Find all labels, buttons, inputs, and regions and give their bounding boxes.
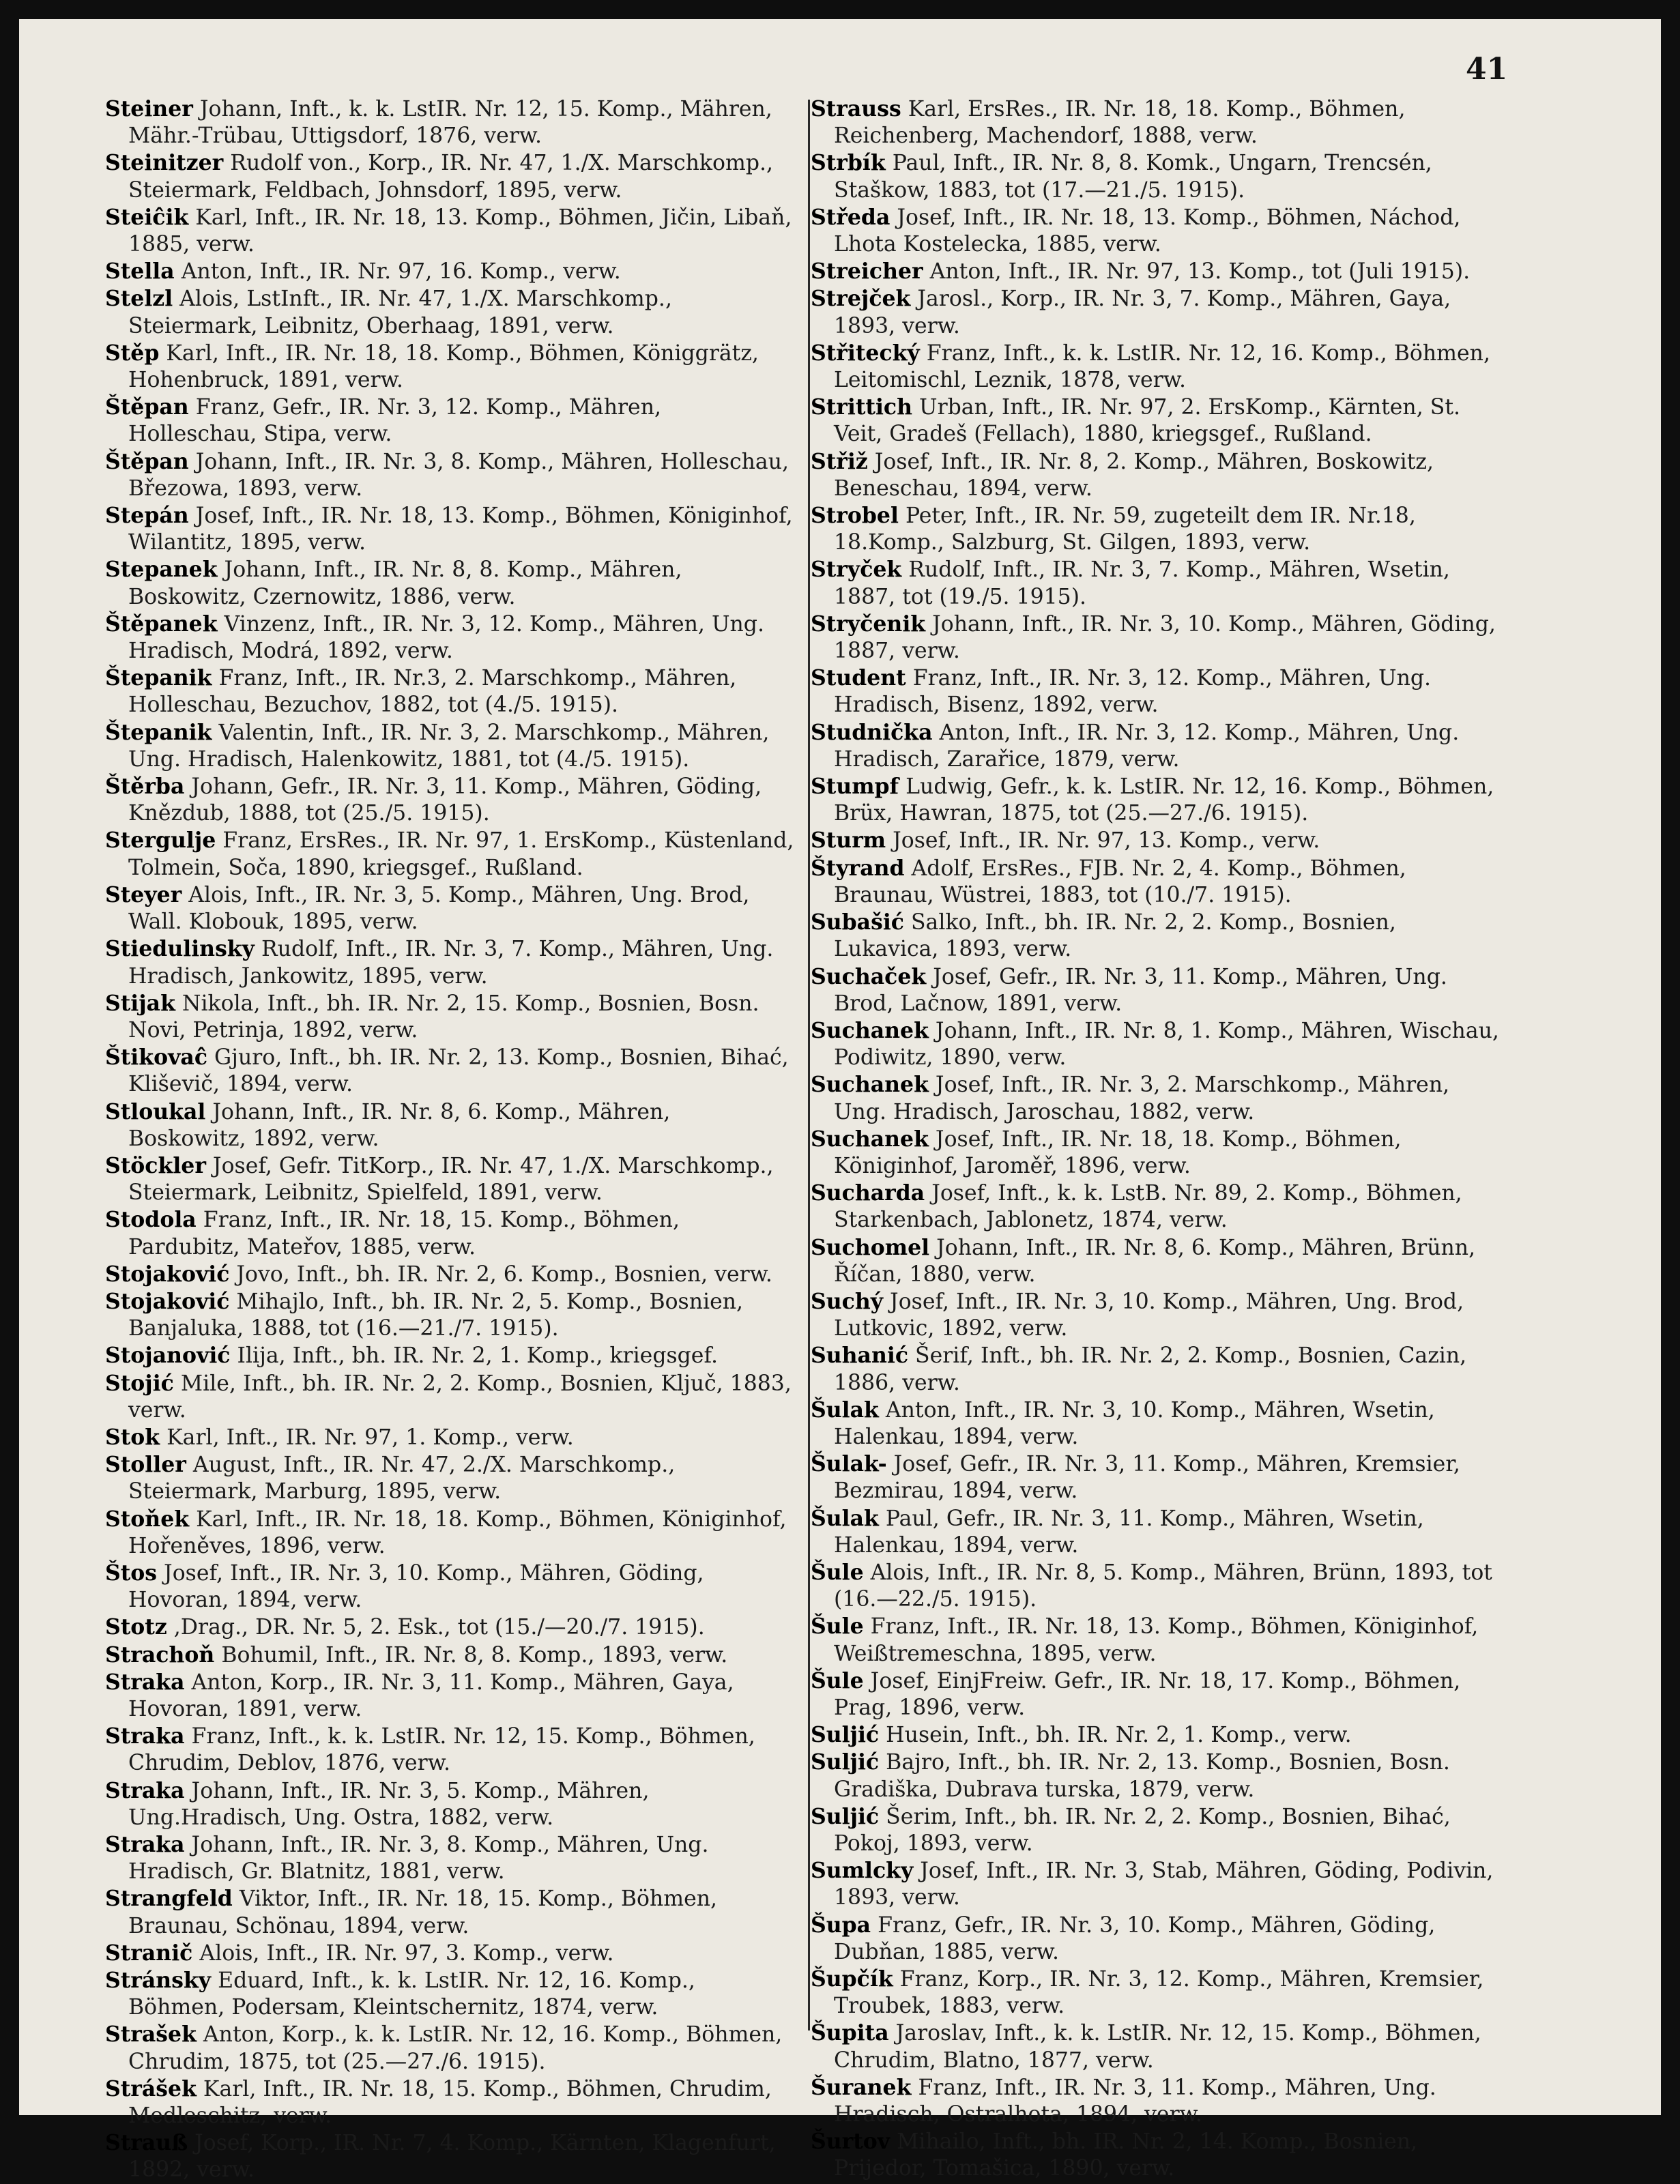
casualty-entry (105, 827, 794, 881)
casualty-entry (105, 96, 794, 149)
casualty-entry (105, 1885, 794, 1939)
entry-details: Anton, Inft., IR. Nr. 97, 13. Komp., tot (Juli 1915). (923, 259, 1471, 285)
casualty-entry (811, 611, 1500, 665)
entry-details: Ludwig, Gefr., k. k. LstIR. Nr. 12, 16. Komp., Böhmen, Brüx, Hawran, 1875, tot (25.—27./6. 1915). (834, 774, 1494, 826)
casualty-entry (811, 1451, 1500, 1504)
casualty-entry (811, 1966, 1500, 2020)
entry-details: Bohumil, Inft., IR. Nr. 8, 8. Komp., 1893, verw. (214, 1642, 728, 1668)
entry-surname: Strittich (811, 394, 913, 420)
entry-surname: Student (811, 665, 906, 691)
casualty-entry (105, 1560, 794, 1614)
entry-details: Karl, Inft., IR. Nr. 18, 18. Komp., Böhmen, Königgrätz, Hohenbruck, 1891, verw. (128, 340, 759, 393)
entry-details: Alois, Inft., IR. Nr. 8, 5. Komp., Mähren, Brünn, 1893, tot (16.—22./5. 1915). (834, 1560, 1492, 1612)
entry-details: Josef, Inft., IR. Nr. 3, 2. Marschkomp., Mähren, Ung. Hradisch, Jaroschau, 1882, verw. (834, 1073, 1450, 1124)
entry-surname: Šulak- (811, 1451, 887, 1477)
entry-details: Valentin, Inft., IR. Nr. 3, 2. Marschkomp., Mähren, Ung. Hradisch, Halenkowitz, 1881, tot (4./5. 1915). (128, 720, 770, 772)
casualty-entry (105, 285, 794, 339)
entry-details: Johann, Inft., k. k. LstIR. Nr. 12, 15. Komp., Mähren, Mähr.-Trübau, Uttigsdorf, 1876, verw. (128, 97, 772, 149)
entry-surname: Subašić (811, 909, 904, 935)
entry-details: Rudolf von., Korp., IR. Nr. 47, 1./X. Marschkomp., Steiermark, Feldbach, Johnsdorf, 1895, verw. (128, 151, 774, 203)
entry-details: Josef, Inft., IR. Nr. 97, 13. Komp., verw. (886, 828, 1320, 854)
entry-details: Alois, LstInft., IR. Nr. 47, 1./X. Marschkomp., Steiermark, Leibnitz, Oberhaag, 1891, verw. (128, 287, 672, 338)
casualty-entry (811, 1803, 1500, 1857)
entry-details: Jarosl., Korp., IR. Nr. 3, 7. Komp., Mähren, Gaya, 1893, verw. (834, 287, 1451, 338)
entry-surname: Strbík (811, 150, 886, 176)
casualty-entry (105, 258, 794, 285)
entry-surname: Štepanik (105, 719, 212, 745)
casualty-entry (105, 204, 794, 258)
entry-surname: Stoňek (105, 1506, 190, 1532)
casualty-entry (811, 285, 1500, 339)
entry-surname: Steinitzer (105, 150, 224, 176)
entry-details: Josef, Inft., IR. Nr. 18, 13. Komp., Böhmen, Náchod, Lhota Kostelecka, 1885, verw. (834, 205, 1461, 257)
entry-surname: Stránsky (105, 1968, 212, 1994)
casualty-entry (105, 882, 794, 935)
entry-surname: Straka (105, 1669, 185, 1695)
entry-details: Jovo, Inft., bh. IR. Nr. 2, 6. Komp., Bosnien, verw. (229, 1262, 772, 1287)
casualty-entry (811, 1559, 1500, 1613)
entry-surname: Střitecký (811, 340, 920, 366)
casualty-entry (811, 909, 1500, 963)
entry-surname: Štepanik (105, 665, 212, 691)
casualty-entry (811, 1721, 1500, 1749)
entry-surname: Strašek (105, 2022, 197, 2048)
entry-details: Karl, Inft., IR. Nr. 97, 1. Komp., verw. (160, 1425, 574, 1450)
casualty-entry (811, 2074, 1500, 2128)
casualty-entry (811, 773, 1500, 827)
casualty-entry (105, 1206, 794, 1260)
entry-details: Šerif, Inft., bh. IR. Nr. 2, 2. Komp., Bosnien, Cazin, 1886, verw. (834, 1343, 1467, 1395)
entry-details: Eduard, Inft., k. k. LstIR. Nr. 12, 16. Komp., Böhmen, Podersam, Kleintschernitz, 1874, verw. (128, 1968, 695, 2020)
entry-details: Paul, Gefr., IR. Nr. 3, 11. Komp., Mähren, Wsetin, Halenkau, 1894, verw. (834, 1506, 1424, 1558)
entry-surname: Strášek (105, 2076, 197, 2101)
entry-details: ,Drag., DR. Nr. 5, 2. Esk., tot (15./—20./7. 1915). (166, 1615, 705, 1640)
casualty-entry (105, 1642, 794, 1669)
entry-details: Josef, EinjFreiw. Gefr., IR. Nr. 18, 17. Komp., Böhmen, Prag, 1896, verw. (834, 1668, 1461, 1720)
entry-details: Josef, Inft., IR. Nr. 3, Stab, Mähren, Göding, Podivin, 1893, verw. (834, 1859, 1494, 1910)
casualty-entry (811, 258, 1500, 285)
entry-details: Josef, Inft., IR. Nr. 8, 2. Komp., Mähren, Boskowitz, Beneschau, 1894, verw. (834, 449, 1434, 501)
entry-surname: Stryček (811, 557, 902, 583)
entry-surname: Středa (811, 204, 890, 230)
entry-details: Anton, Inft., IR. Nr. 3, 10. Komp., Mähren, Wsetin, Halenkau, 1894, verw. (834, 1397, 1435, 1449)
casualty-entry (811, 448, 1500, 502)
entry-details: Johann, Inft., IR. Nr. 3, 8. Komp., Mähren, Ung. Hradisch, Gr. Blatnitz, 1881, verw. (128, 1833, 709, 1884)
casualty-entry (105, 1152, 794, 1206)
entry-details: Franz, Inft., IR. Nr. 18, 13. Komp., Böhmen, Königinhof, Weißtremeschna, 1895, verw. (834, 1614, 1479, 1666)
entry-details: Josef, Inft., k. k. LstB. Nr. 89, 2. Komp., Böhmen, Starkenbach, Jablonetz, 1874, verw. (834, 1181, 1462, 1233)
casualty-entry (105, 773, 794, 827)
entry-details: Franz, Inft., IR. Nr. 3, 12. Komp., Mähren, Ung. Hradisch, Bisenz, 1892, verw. (834, 666, 1432, 718)
entry-details: Šerim, Inft., bh. IR. Nr. 2, 2. Komp., Bosnien, Bihać, Pokoj, 1893, verw. (834, 1804, 1451, 1856)
entry-surname: Stěp (105, 340, 160, 366)
casualty-entry (811, 1342, 1500, 1396)
entry-details: Alois, Inft., IR. Nr. 97, 3. Komp., verw. (192, 1940, 614, 1966)
casualty-entry (105, 556, 794, 610)
casualty-entry (811, 1397, 1500, 1451)
entry-details: Karl, Inft., IR. Nr. 18, 18. Komp., Böhmen, Königinhof, Hořeněves, 1896, verw. (128, 1506, 787, 1558)
casualty-entry (105, 719, 794, 773)
entry-details: Anton, Korp., k. k. LstIR. Nr. 12, 16. Komp., Böhmen, Chrudim, 1875, tot (25.—27./6. 1915). (128, 2022, 783, 2074)
entry-details: Franz, Gefr., IR. Nr. 3, 10. Komp., Mähren, Göding, Dubňan, 1885, verw. (834, 1912, 1436, 1964)
entry-details: Nikola, Inft., bh. IR. Nr. 2, 15. Komp., Bosnien, Bosn. Novi, Petrinja, 1892, verw. (128, 991, 759, 1043)
entry-details: Franz, Inft., IR. Nr. 3, 11. Komp., Mähren, Ung. Hradisch, Ostralhota, 1894, verw. (834, 2075, 1436, 2127)
entry-surname: Suljić (811, 1803, 880, 1829)
casualty-entry (105, 990, 794, 1044)
entry-surname: Suhanić (811, 1343, 909, 1369)
entry-surname: Štos (105, 1560, 158, 1586)
casualty-entry (811, 1017, 1500, 1071)
entry-details: Josef, Inft., IR. Nr. 18, 13. Komp., Böhmen, Königinhof, Wilantitz, 1895, verw. (128, 504, 793, 555)
casualty-entry (811, 719, 1500, 773)
casualty-entry (811, 502, 1500, 556)
entry-surname: Streicher (811, 259, 923, 285)
entry-surname: Stelzl (105, 286, 173, 312)
entry-details: Franz, ErsRes., IR. Nr. 97, 1. ErsKomp., Küstenland, Tolmein, Soča, 1890, kriegsgef., Rußland. (128, 828, 794, 880)
entry-surname: Suchaček (811, 963, 927, 989)
entry-surname: Štikovaĉ (105, 1045, 207, 1071)
entry-details: Franz, Inft., k. k. LstIR. Nr. 12, 15. Komp., Böhmen, Chrudim, Deblov, 1876, verw. (128, 1724, 755, 1776)
document-page (19, 19, 1661, 2183)
entry-surname: Šule (811, 1668, 864, 1693)
entry-surname: Studnička (811, 719, 933, 745)
entry-surname: Straka (105, 1832, 185, 1857)
casualty-entry (105, 665, 794, 718)
entry-surname: Strejček (811, 286, 911, 312)
entry-details: Jaroslav, Inft., k. k. LstIR. Nr. 12, 15. Komp., Böhmen, Chrudim, Blatno, 1877, verw. (834, 2021, 1481, 2073)
entry-surname: Sturm (811, 828, 886, 854)
entry-details: Josef, Inft., IR. Nr. 3, 10. Komp., Mähren, Ung. Brod, Lutkovic, 1892, verw. (834, 1289, 1464, 1341)
entry-surname: Stojanović (105, 1343, 231, 1369)
casualty-entry (105, 1831, 794, 1885)
entry-surname: Šupita (811, 2020, 889, 2046)
casualty-entry (105, 448, 794, 502)
entry-details: Ilija, Inft., bh. IR. Nr. 2, 1. Komp., kriegsgef. (230, 1343, 719, 1369)
entry-details: Johann, Inft., IR. Nr. 8, 6. Komp., Mähren, Boskowitz, 1892, verw. (128, 1099, 671, 1151)
entry-surname: Štěpan (105, 394, 189, 420)
entry-details: Anton, Inft., IR. Nr. 3, 12. Komp., Mähren, Ung. Hradisch, Zarařice, 1879, verw. (834, 720, 1460, 772)
casualty-entry (105, 1669, 794, 1723)
casualty-entry (105, 1288, 794, 1342)
entry-surname: Šurtov (811, 2129, 890, 2155)
casualty-entry (811, 556, 1500, 610)
entry-surname: Suchanek (811, 1072, 929, 1098)
entry-details: Karl, Inft., IR. Nr. 18, 13. Komp., Böhmen, Jičin, Libaň, 1885, verw. (128, 205, 792, 257)
entry-surname: Stumpf (811, 774, 899, 800)
entry-surname: Suljić (811, 1749, 880, 1775)
entry-details: Gjuro, Inft., bh. IR. Nr. 2, 13. Komp., Bosnien, Bihać, Kliševič, 1894, verw. (128, 1045, 789, 1097)
casualty-entry (811, 1288, 1500, 1342)
casualty-entry (105, 1614, 794, 1641)
entry-surname: Šupčík (811, 1966, 893, 1992)
casualty-entry (105, 1370, 794, 1424)
entry-details: Johann, Inft., IR. Nr. 8, 6. Komp., Mähren, Brünn, Říčan, 1880, verw. (834, 1235, 1476, 1287)
casualty-entry (811, 394, 1500, 448)
entry-details: Mile, Inft., bh. IR. Nr. 2, 2. Komp., Bosnien, Ključ, 1883, verw. (128, 1371, 792, 1423)
casualty-entry (105, 1940, 794, 1967)
casualty-entry (811, 827, 1500, 854)
entry-surname: Steiĉik (105, 204, 189, 230)
casualty-entry (105, 2076, 794, 2129)
entry-surname: Štěrba (105, 774, 185, 800)
entry-surname: Strauss (811, 96, 901, 121)
casualty-entry (105, 340, 794, 394)
entry-surname: Stloukal (105, 1098, 206, 1124)
casualty-entry (811, 665, 1500, 718)
entry-details: Franz, Inft., IR. Nr. 18, 15. Komp., Böhmen, Pardubitz, Mateřov, 1885, verw. (128, 1208, 680, 1260)
entry-details: Rudolf, Inft., IR. Nr. 3, 7. Komp., Mähren, Wsetin, 1887, tot (19./5. 1915). (834, 557, 1450, 609)
entry-surname: Strobel (811, 503, 899, 529)
entry-surname: Šupa (811, 1912, 871, 1938)
entry-surname: Stotz (105, 1614, 167, 1640)
entry-surname: Stepán (105, 503, 189, 529)
entry-surname: Sucharda (811, 1180, 925, 1206)
casualty-entry (105, 1777, 794, 1831)
casualty-entry (811, 855, 1500, 909)
entry-surname: Suljić (811, 1722, 880, 1748)
entry-details: Peter, Inft., IR. Nr. 59, zugeteilt dem IR. Nr.18, 18.Komp., Salzburg, St. Gilgen, 1893, verw. (834, 504, 1416, 555)
entry-surname: Suchanek (811, 1017, 929, 1043)
entry-surname: Strauß (105, 2130, 188, 2156)
entry-surname: Stoller (105, 1452, 186, 1478)
casualty-entry (105, 935, 794, 989)
entry-details: Johann, Inft., IR. Nr. 3, 10. Komp., Mähren, Göding, 1887, verw. (834, 611, 1496, 664)
casualty-entry (105, 149, 794, 203)
casualty-entry (811, 2020, 1500, 2073)
entry-details: August, Inft., IR. Nr. 47, 2./X. Marschkomp., Steiermark, Marburg, 1895, verw. (128, 1453, 676, 1504)
entry-surname: Stok (105, 1424, 160, 1450)
entry-surname: Suchomel (811, 1234, 930, 1260)
entry-surname: Stranič (105, 1940, 193, 1966)
entry-surname: Stergulje (105, 828, 216, 854)
casualty-entry (105, 611, 794, 665)
entry-surname: Stijak (105, 990, 175, 1016)
casualty-entry (105, 1967, 794, 2021)
entry-surname: Straka (105, 1777, 185, 1803)
entry-details: Urban, Inft., IR. Nr. 97, 2. ErsKomp., Kärnten, St. Veit, Gradeš (Fellach), 1880, kriegsgef., Rußland. (834, 395, 1460, 447)
entry-surname: Stepanek (105, 557, 218, 583)
entry-details: Anton, Korp., IR. Nr. 3, 11. Komp., Mähren, Gaya, Hovoran, 1891, verw. (128, 1670, 734, 1721)
right-column (811, 96, 1500, 2183)
casualty-entry (105, 1261, 794, 1288)
casualty-entry (811, 1749, 1500, 1803)
entry-details: Paul, Inft., IR. Nr. 8, 8. Komk., Ungarn, Trencsén, Staškow, 1883, tot (17.—21./5. 1915). (834, 151, 1432, 203)
entry-details: Johann, Inft., IR. Nr. 3, 5. Komp., Mähren, Ung.Hradisch, Ung. Ostra, 1882, verw. (128, 1778, 650, 1830)
entry-details: Anton, Inft., IR. Nr. 97, 16. Komp., verw. (174, 259, 621, 285)
entry-details: Josef, Korp., IR. Nr. 7, 4. Komp., Kärnten, Klagenfurt, 1892, verw. (128, 2131, 776, 2183)
casualty-entry (811, 1071, 1500, 1125)
entry-surname: Strangfeld (105, 1886, 233, 1912)
entry-details: Adolf, ErsRes., FJB. Nr. 2, 4. Komp., Böhmen, Braunau, Wüstrei, 1883, tot (10./7. 1915). (834, 856, 1406, 907)
entry-surname: Suchanek (811, 1126, 929, 1152)
entry-surname: Straka (105, 1723, 185, 1749)
entry-surname: Stöckler (105, 1152, 206, 1178)
entry-details: Franz, Korp., IR. Nr. 3, 12. Komp., Mähren, Kremsier, Troubek, 1883, verw. (834, 1967, 1484, 2019)
casualty-entry (105, 1044, 794, 1098)
column-divider (808, 100, 810, 2030)
entry-surname: Steiner (105, 96, 193, 121)
entry-surname: Strachoň (105, 1642, 215, 1668)
left-column (105, 96, 794, 2184)
casualty-entry (811, 1505, 1500, 1559)
entry-surname: Štyrand (811, 855, 905, 881)
casualty-entry (105, 502, 794, 556)
entry-surname: Stojaković (105, 1261, 230, 1287)
entry-surname: Steyer (105, 882, 182, 907)
casualty-entry (105, 1098, 794, 1152)
casualty-entry (811, 96, 1500, 149)
casualty-entry (811, 149, 1500, 203)
entry-details: Viktor, Inft., IR. Nr. 18, 15. Komp., Böhmen, Braunau, Schönau, 1894, verw. (128, 1887, 718, 1938)
entry-details: Mihajlo, Inft., bh. IR. Nr. 2, 5. Komp., Bosnien, Banjaluka, 1888, tot (16.—21./7. 1915). (128, 1289, 744, 1341)
casualty-entry (105, 1723, 794, 1777)
entry-details: Bajro, Inft., bh. IR. Nr. 2, 13. Komp., Bosnien, Bosn. Gradiška, Dubrava turska, 1879, verw. (834, 1750, 1450, 1802)
casualty-entry (811, 340, 1500, 394)
entry-surname: Šulak (811, 1505, 879, 1531)
entry-details: Johann, Inft., IR. Nr. 8, 8. Komp., Mähren, Boskowitz, Czernowitz, 1886, verw. (128, 557, 682, 609)
casualty-entry (811, 1912, 1500, 1966)
entry-surname: Šuranek (811, 2074, 912, 2100)
casualty-entry (811, 963, 1500, 1017)
entry-surname: Suchý (811, 1288, 884, 1314)
entry-details: Mihailo, Inft., bh. IR. Nr. 2, 14. Komp., Bosnien, Prijedor, Tomašica, 1890, verw. (834, 2129, 1418, 2181)
casualty-entry (105, 1342, 794, 1369)
casualty-entry (811, 1613, 1500, 1667)
casualty-entry (105, 394, 794, 448)
casualty-entry (811, 204, 1500, 258)
casualty-entry (811, 1126, 1500, 1180)
entry-details: Josef, Gefr., IR. Nr. 3, 11. Komp., Mähren, Ung. Brod, Lačnow, 1891, verw. (834, 964, 1447, 1016)
casualty-entry (105, 1506, 794, 1560)
casualty-entry (811, 1180, 1500, 1234)
entry-details: Karl, ErsRes., IR. Nr. 18, 18. Komp., Böhmen, Reichenberg, Machendorf, 1888, verw. (834, 97, 1406, 149)
entry-surname: Stojaković (105, 1288, 230, 1314)
entry-details: Franz, Inft., IR. Nr.3, 2. Marschkomp., Mähren, Holleschau, Bezuchov, 1882, tot (4./5. 1915). (128, 666, 737, 718)
entry-details: Josef, Gefr., IR. Nr. 3, 11. Komp., Mähren, Kremsier, Bezmirau, 1894, verw. (834, 1452, 1460, 1504)
entry-details: Johann, Inft., IR. Nr. 3, 8. Komp., Mähren, Holleschau, Březowa, 1893, verw. (128, 449, 790, 501)
entry-details: Karl, Inft., IR. Nr. 18, 15. Komp., Böhmen, Chrudim, Medleschitz, verw. (128, 2076, 772, 2129)
entry-details: Husein, Inft., bh. IR. Nr. 2, 1. Komp., verw. (879, 1723, 1352, 1748)
entry-details: Vinzenz, Inft., IR. Nr. 3, 12. Komp., Mähren, Ung. Hradisch, Modrá, 1892, verw. (128, 611, 764, 664)
entry-details: Josef, Inft., IR. Nr. 18, 18. Komp., Böhmen, Königinhof, Jaroměř, 1896, verw. (834, 1126, 1402, 1178)
entry-surname: Střiž (811, 448, 868, 474)
casualty-entry (811, 1668, 1500, 1721)
entry-surname: Šule (811, 1614, 864, 1640)
entry-surname: Stodola (105, 1207, 197, 1233)
casualty-entry (811, 2128, 1500, 2182)
casualty-entry (105, 1424, 794, 1451)
casualty-entry (811, 1234, 1500, 1288)
entry-details: Johann, Inft., IR. Nr. 8, 1. Komp., Mähren, Wischau, Podiwitz, 1890, verw. (834, 1018, 1499, 1071)
entry-details: Josef, Inft., IR. Nr. 3, 10. Komp., Mähren, Göding, Hovoran, 1894, verw. (128, 1560, 704, 1613)
entry-surname: Sumlcky (811, 1858, 914, 1884)
entry-surname: Stella (105, 259, 175, 285)
casualty-entry (811, 1857, 1500, 1911)
entry-details: Franz, Gefr., IR. Nr. 3, 12. Komp., Mähren, Holleschau, Stipa, verw. (128, 395, 661, 447)
entry-details: Salko, Inft., bh. IR. Nr. 2, 2. Komp., Bosnien, Lukavica, 1893, verw. (834, 910, 1396, 962)
entry-details: Johann, Gefr., IR. Nr. 3, 11. Komp., Mähren, Göding, Knězdub, 1888, tot (25./5. 1915). (128, 774, 762, 826)
entry-surname: Štěpan (105, 448, 189, 474)
entry-surname: Šule (811, 1559, 864, 1585)
page-number: 41 (1466, 52, 1508, 87)
casualty-entry (105, 1451, 794, 1505)
entry-surname: Štěpanek (105, 611, 218, 637)
casualty-entry (105, 2129, 794, 2183)
casualty-entry (105, 2021, 794, 2075)
entry-details: Josef, Gefr. TitKorp., IR. Nr. 47, 1./X. Marschkomp., Steiermark, Leibnitz, Spielfeld, 1891, verw. (128, 1153, 774, 1206)
entry-details: Alois, Inft., IR. Nr. 3, 5. Komp., Mähren, Ung. Brod, Wall. Klobouk, 1895, verw. (128, 882, 750, 935)
entry-surname: Stryčenik (811, 611, 926, 637)
entry-details: Rudolf, Inft., IR. Nr. 3, 7. Komp., Mähren, Ung. Hradisch, Jankowitz, 1895, verw. (128, 937, 774, 989)
entry-surname: Stiedulinsky (105, 936, 255, 962)
entry-details: Franz, Inft., k. k. LstIR. Nr. 12, 16. Komp., Böhmen, Leitomischl, Leznik, 1878, verw. (834, 340, 1490, 393)
entry-surname: Stojić (105, 1370, 174, 1396)
entry-surname: Šulak (811, 1397, 879, 1423)
